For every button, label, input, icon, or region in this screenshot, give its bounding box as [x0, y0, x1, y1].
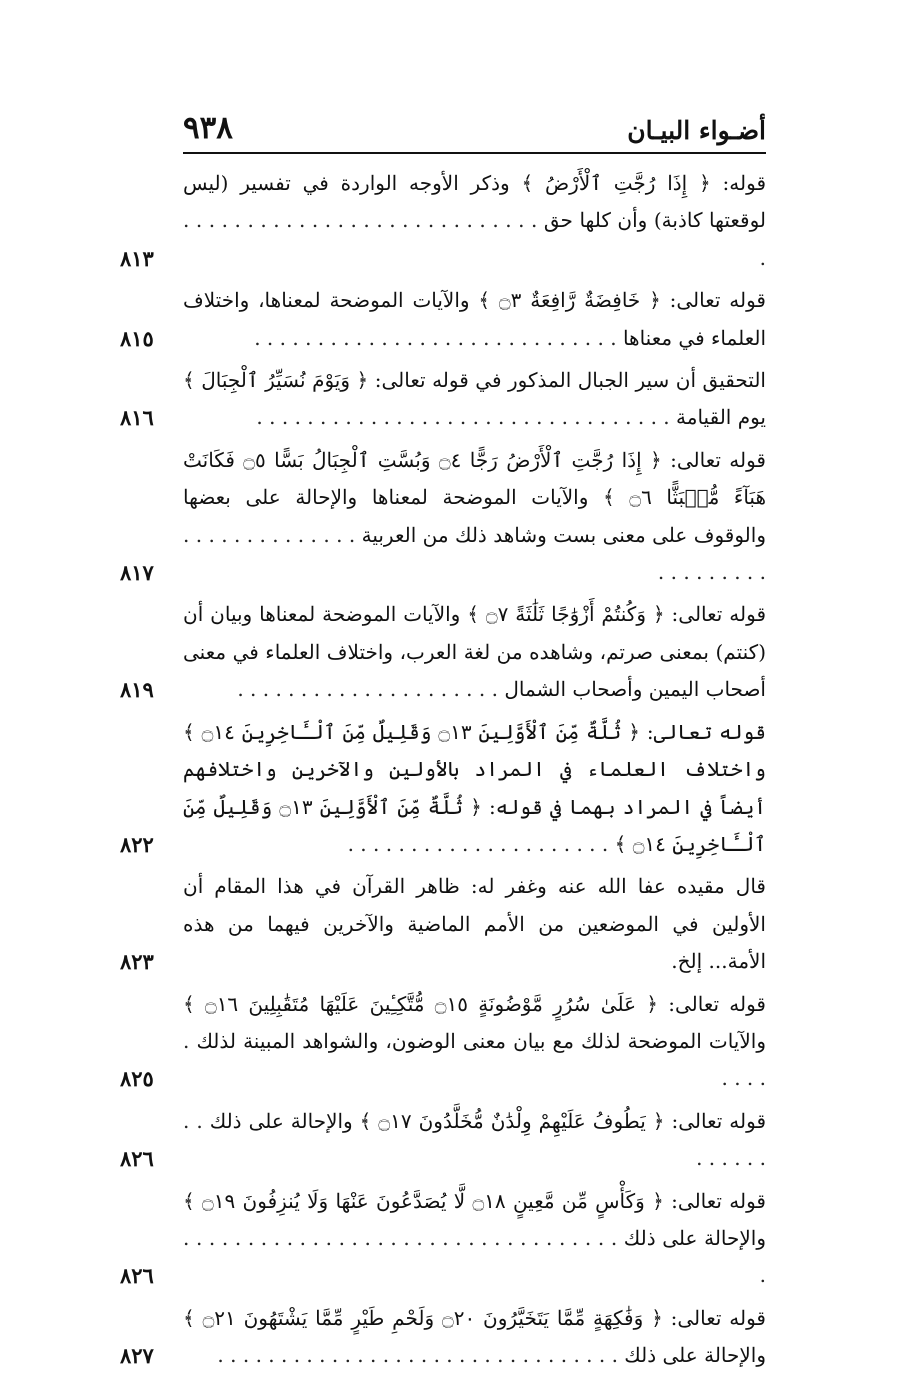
entry-text: قوله تعالى: ﴿ عَلَىٰ سُرُرٍ مَّوْضُونَةٍ ۝١٥ مُّتَّكِـِٔينَ عَلَيْهَا مُتَقَٰبِلِينَ ۝١٦ ﴾ والآيات الموضحة لذلك مع بيان معنى الوضون، والشواهد المبينة لذلك	[183, 991, 766, 1053]
entry-page-ref: ٨١٦	[120, 405, 154, 431]
leader-dots: . . . . . . . . . . . . . . . . . . . . . . . . . . . . . . . . . . .	[183, 1225, 766, 1288]
index-entry	[120, 362, 766, 437]
index-entry	[120, 596, 766, 708]
book-title: أضـواء البيـان	[627, 116, 766, 145]
entry-page-ref: ٨٢٥	[120, 1066, 154, 1092]
entry-page-ref: ٨٢٦	[120, 1146, 154, 1172]
entry-text: قوله تعالى: ﴿ وَكَأْسٍ مِّن مَّعِينٍ ۝١٨ لَّا يُصَدَّعُونَ عَنْهَا وَلَا يُنزِفُونَ ۝١٩ ﴾ والإحالة على ذلك	[183, 1188, 766, 1250]
index-entry	[120, 1103, 766, 1178]
index-entry	[120, 282, 766, 357]
leader-dots: . . . . . . . . . . . . . . . . . . . . .	[237, 677, 505, 702]
leader-dots: . . . . . . . . . . . . . . . . . . . . . . .	[183, 522, 766, 585]
entry-text: قوله تعالى: ﴿ وَكُنتُمْ أَزْوَٰجًا ثَلَٰثَةً ۝٧ ﴾ والآيات الموضحة لمعناها وبيان أن (كنتم) بمعنى صرتم، وشاهده من لغة العرب، واختلاف العلماء في معنى أصحاب اليمين وأصحاب الشمال	[183, 602, 766, 702]
index-entry	[120, 986, 766, 1098]
leader-dots: . . . . . . . . . . . . . . . . . . . . .	[347, 831, 615, 856]
entry-text: قوله تعالى: ﴿ خَافِضَةٌ رَّافِعَةٌ ۝٣ ﴾ والآيات الموضحة لمعناها، واختلاف العلماء في معناها	[183, 288, 766, 350]
index-entry	[120, 165, 766, 277]
entry-page-ref: ٨١٩	[120, 677, 154, 703]
entry-page-ref: ٨٢٣	[120, 949, 154, 975]
leader-dots: . . . . . . . . . . . . . . . . . . . . . . . . . . . . . . . . .	[256, 405, 677, 430]
entry-page-ref: ٨١٥	[120, 325, 154, 351]
running-header	[183, 108, 766, 154]
leader-dots: . . . . . . . .	[183, 1108, 766, 1171]
index-entry	[120, 714, 766, 864]
index-entry	[120, 442, 766, 592]
leader-dots: . . . . . . . . . . . . . . . . . . . . . . . . . . . . . . . .	[217, 1343, 625, 1368]
entry-text: قوله: ﴿ إِذَا رُجَّتِ ٱلْأَرْضُ ﴾ وذكر الأوجه الواردة في تفسير (ليس لوقعتها كاذبة) وأن كلها حق	[183, 171, 766, 233]
entry-text: قوله تعالى: ﴿ وَفَٰكِهَةٍ مِّمَّا يَتَخَيَّرُونَ ۝٢٠ وَلَحْمِ طَيْرٍ مِّمَّا يَشْتَهُونَ ۝٢١ ﴾ والإحالة على ذلك	[183, 1305, 766, 1368]
entry-page-ref: ٨٢٢	[120, 831, 154, 857]
entry-page-ref: ٨٢٧	[120, 1343, 154, 1369]
entry-text: قوله تعالى: ﴿ ثُلَّةٌ مِّنَ ٱلْأَوَّلِينَ ۝١٣ وَقَلِيلٌ مِّنَ ٱلْـَٔاخِرِينَ ۝١٤ ﴾ واختلاف العلماء في المراد بالأولين والآخرين واختلافهم أيضاً في المراد بهما في قوله: ﴿ ثُلَّةٌ مِّنَ ٱلْأَوَّلِينَ ۝١٣ وَقَلِيلٌ مِّنَ ٱلْـَٔاخِرِينَ ۝١٤ ﴾	[183, 719, 767, 856]
entry-text: قوله تعالى: ﴿ يَطُوفُ عَلَيْهِمْ وِلْدَٰنٌ مُّخَلَّدُونَ ۝١٧ ﴾ والإحالة على ذلك	[209, 1108, 767, 1133]
entry-text: قال مقيده عفا الله عنه وغفر له: ظاهر القرآن في هذا المقام أن الأولين في الموضعين من الأمم الماضية والآخرين فيهما من هذه الأمة... إلخ.	[183, 874, 766, 974]
index-entry	[120, 868, 766, 980]
leader-dots: . . . . .	[183, 1028, 766, 1091]
page-number: ٩٣٨	[183, 110, 233, 146]
leader-dots: . . . . . . . . . . . . . . . . . . . . . . . . . . . . .	[183, 208, 766, 270]
entry-text: قوله تعالى: ﴿ إِذَا رُجَّتِ ٱلْأَرْضُ رَجًّا ۝٤ وَبُسَّتِ ٱلْجِبَالُ بَسًّا ۝٥ فَكَانَتْ هَبَآءً مُّنۢبَثًّا ۝٦ ﴾ والآيات الموضحة لمعناها والإحالة على بعضها والوقوف على معنى بست وشاهد ذلك من العربية	[183, 447, 766, 547]
entry-text: التحقيق أن سير الجبال المذكور في قوله تعالى: ﴿ وَيَوْمَ نُسَيِّرُ ٱلْجِبَالَ ﴾ يوم القيامة	[183, 368, 766, 430]
entry-page-ref: ٨١٣	[120, 245, 154, 271]
entry-page-ref: ٨٢٦	[120, 1263, 154, 1289]
index-entry	[120, 1300, 766, 1375]
entry-page-ref: ٨١٧	[120, 560, 154, 586]
index-entry	[120, 1183, 766, 1295]
index-entries	[120, 165, 766, 1380]
leader-dots: . . . . . . . . . . . . . . . . . . . . . . . . . . . . .	[254, 325, 623, 350]
